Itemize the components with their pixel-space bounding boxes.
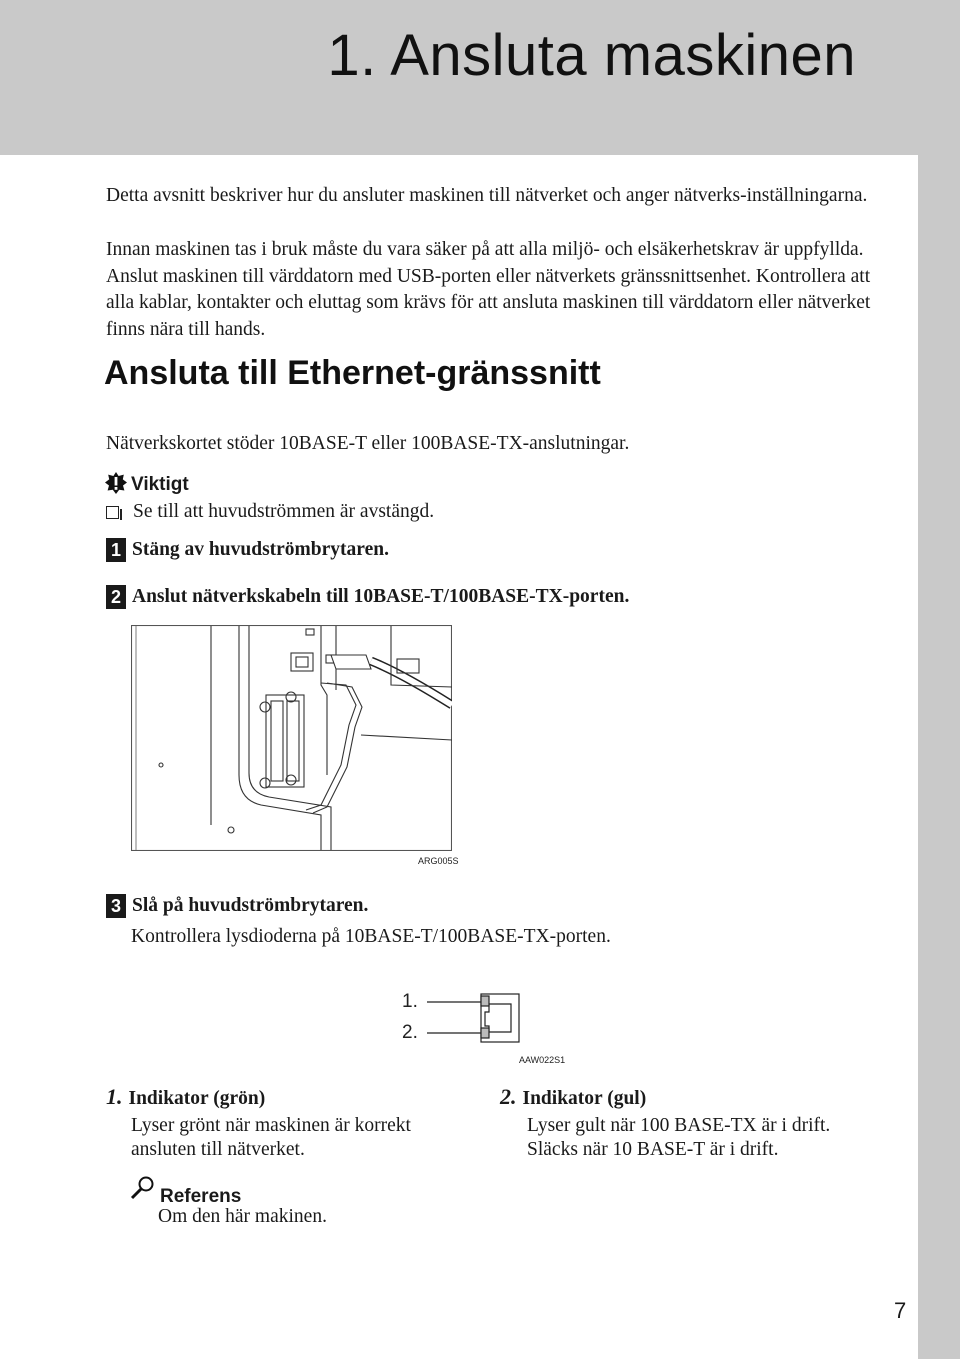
indicator-1-description: Lyser grönt när maskinen är korrekt ansluten till nätverket. <box>131 1115 411 1160</box>
ethernet-port-illustration <box>131 625 452 851</box>
indicator-title: Indikator (gul) <box>522 1088 647 1109</box>
indicator-2-description: Lyser gult när 100 BASE-TX är i drift. Släcks när 10 BASE-T är i drift. <box>527 1115 831 1160</box>
step-text: Anslut nätverkskabeln till 10BASE-T/100BASE-TX-porten. <box>132 586 630 607</box>
chapter-title: 1. Ansluta maskinen <box>327 23 856 88</box>
step-number-badge: 2 <box>106 585 126 609</box>
step-number-badge: 3 <box>106 894 126 918</box>
section-lead: Nätverkskortet stöder 10BASE-T eller 100BASE-TX-anslutningar. <box>106 433 630 454</box>
important-item <box>106 501 434 523</box>
indicator-number: 2. <box>500 1084 517 1109</box>
step-2 <box>106 585 629 609</box>
step-number-badge: 1 <box>106 538 126 562</box>
intro-paragraph-2: Innan maskinen tas i bruk måste du vara säker på att alla miljö- och elsäkerhetskrav är uppfyllda. Anslut maskinen till värddatorn med USB-porten eller nätverkets gränssnittsenhet. Kontrollera att alla kablar, kontakter och eluttag som krävs för att ansluta maskinen till värddatorn eller nätverket finns nära till hands. <box>106 239 871 340</box>
indicator-1 <box>106 1084 265 1110</box>
important-item-text: Se till att huvudströmmen är avstängd. <box>133 501 435 522</box>
side-tab-strip <box>918 155 960 1359</box>
indicator-number: 1. <box>106 1084 123 1109</box>
step-text: Stäng av huvudströmbrytaren. <box>132 539 389 560</box>
section-heading: Ansluta till Ethernet-gränssnitt <box>104 354 601 392</box>
rj45-port-diagram <box>425 990 525 1055</box>
important-note <box>104 472 189 498</box>
checkbox-icon <box>106 506 119 519</box>
exclamation-badge-icon <box>104 471 128 500</box>
reference-text: Om den här makinen. <box>158 1206 327 1227</box>
page-number: 7 <box>894 1298 907 1323</box>
led-label-2: 2. <box>402 1022 418 1043</box>
indicator-title: Indikator (grön) <box>128 1088 266 1109</box>
step-3-subtext: Kontrollera lysdioderna på 10BASE-T/100BASE-TX-porten. <box>131 926 611 947</box>
step-1 <box>106 538 389 562</box>
magnifier-icon <box>130 1175 156 1206</box>
step-text: Slå på huvudströmbrytaren. <box>132 895 369 916</box>
figure-1-code: ARG005S <box>418 856 459 866</box>
intro-paragraph-1: Detta avsnitt beskriver hur du ansluter maskinen till nätverket och anger nätverks-inställningarna. <box>106 185 868 206</box>
figure-2-code: AAW022S1 <box>519 1055 566 1065</box>
led-label-1: 1. <box>402 991 418 1012</box>
reference-note <box>130 1172 241 1208</box>
step-3 <box>106 894 368 918</box>
important-label: Viktigt <box>131 474 189 495</box>
reference-label: Referens <box>160 1186 242 1207</box>
indicator-2 <box>500 1084 646 1110</box>
